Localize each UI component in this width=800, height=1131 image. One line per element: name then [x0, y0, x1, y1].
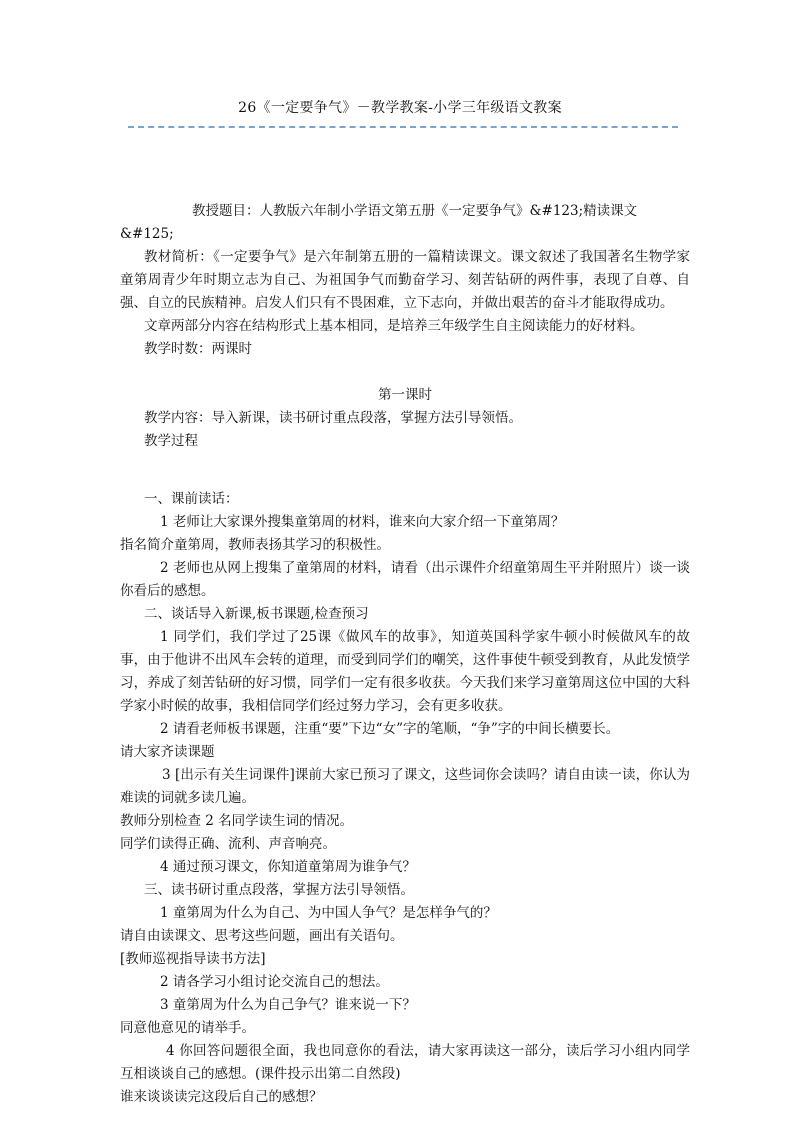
list-item: 4 你回答问题很全面，我也同意你的看法，请大家再读这一部分，读后学习小组内同学互相谈谈自己的感想。(课件投示出第二自然段) — [120, 1043, 690, 1082]
list-item: 2 老师也从网上搜集了童第周的材料，请看（出示课件介绍童第周生平并附照片）谈一谈你看后的感想。 — [120, 560, 690, 599]
paragraph-content: 教学内容：导入新课，读书研讨重点段落，掌握方法引导领悟。 — [144, 410, 522, 426]
list-item: 1 老师让大家课外搜集童第周的材料，谁来向大家介绍一下童第周？ — [160, 514, 565, 530]
section-heading-3: 三、读书研讨重点段落，掌握方法引导领悟。 — [144, 882, 414, 898]
list-item: 3 [出示有关生词课件]课前大家已预习了课文，这些词你会读吗？请自由读一读，你认为难读的词就多读几遍。 — [120, 767, 690, 806]
list-item-note: 请自由读课文、思考这些问题，画出有关语句。 — [120, 928, 404, 944]
paragraph-structure: 文章两部分内容在结构形式上基本相同，是培养三年级学生自主阅读能力的好材料。 — [144, 318, 644, 334]
list-item: 3 童第周为什么为自己争气？谁来说一下？ — [160, 997, 416, 1013]
list-item-note: 指名简介童第周，教师表扬其学习的积极性。 — [120, 537, 390, 553]
list-item: 2 请各学习小组讨论交流自己的想法。 — [160, 974, 389, 990]
section-heading-1: 一、课前读话： — [144, 491, 239, 507]
list-item-note: 教师分别检查 2 名同学读生词的情况。 — [120, 813, 354, 829]
list-item-note: [教师巡视指导读书方法] — [120, 951, 266, 967]
list-item-note: 请大家齐读课题 — [120, 744, 215, 760]
paragraph-topic: 教授题目：人教版六年制小学语文第五册《一定要争气》&#123;精读课文&#125; — [120, 203, 638, 242]
list-item-note: 同学们读得正确、流利、声音响亮。 — [120, 836, 336, 852]
list-item-note: 同意他意见的请举手。 — [120, 1020, 255, 1036]
paragraph-hours: 教学时数：两课时 — [144, 341, 252, 357]
paragraph-analysis: 教材简析：《一定要争气》是六年制第五册的一篇精读课文。课文叙述了我国著名生物学家童第周青少年时期立志为自己、为祖国争气而勤奋学习、刻苦钻研的两件事，表现了自尊、自强、自立的民族精神。启发人们只有不畏困难，立下志向，并做出艰苦的奋斗才能取得成功。 — [120, 249, 690, 311]
list-item: 2 请看老师板书课题，注重“要”下边“女”字的笔顺，“争”字的中间长横要长。 — [160, 721, 620, 737]
title-dashed-divider — [128, 126, 678, 128]
list-item: 4 通过预习课文，你知道童第周为谁争气？ — [160, 859, 416, 875]
paragraph-process: 教学过程 — [144, 433, 198, 449]
document-title: 26《一定要争气》－教学教案-小学三年级语文教案 — [238, 100, 562, 116]
list-item: 1 童第周为什么为自己、为中国人争气？是怎样争气的？ — [160, 905, 497, 921]
list-item-note: 谁来谈谈读完这段后自己的感想？ — [120, 1089, 323, 1105]
section-heading-2: 二、谈话导入新课,板书课题,检查预习 — [144, 606, 369, 622]
document-body — [120, 200, 690, 1109]
list-item: 1 同学们，我们学过了25课《做风车的故事》，知道英国科学家牛顿小时候做风车的故事，由于他讲不出风车会转的道理，而受到同学们的嘲笑，这件事使牛顿受到教育，从此发愤学习，养成了刻苦钻研的好习惯，同学们一定有很多收获。今天我们来学习童第周这位中国的大科学家小时候的故事，我相信同学们经过努力学习，会有更多收获。 — [120, 629, 690, 714]
lesson-heading: 第一课时 — [378, 387, 432, 403]
